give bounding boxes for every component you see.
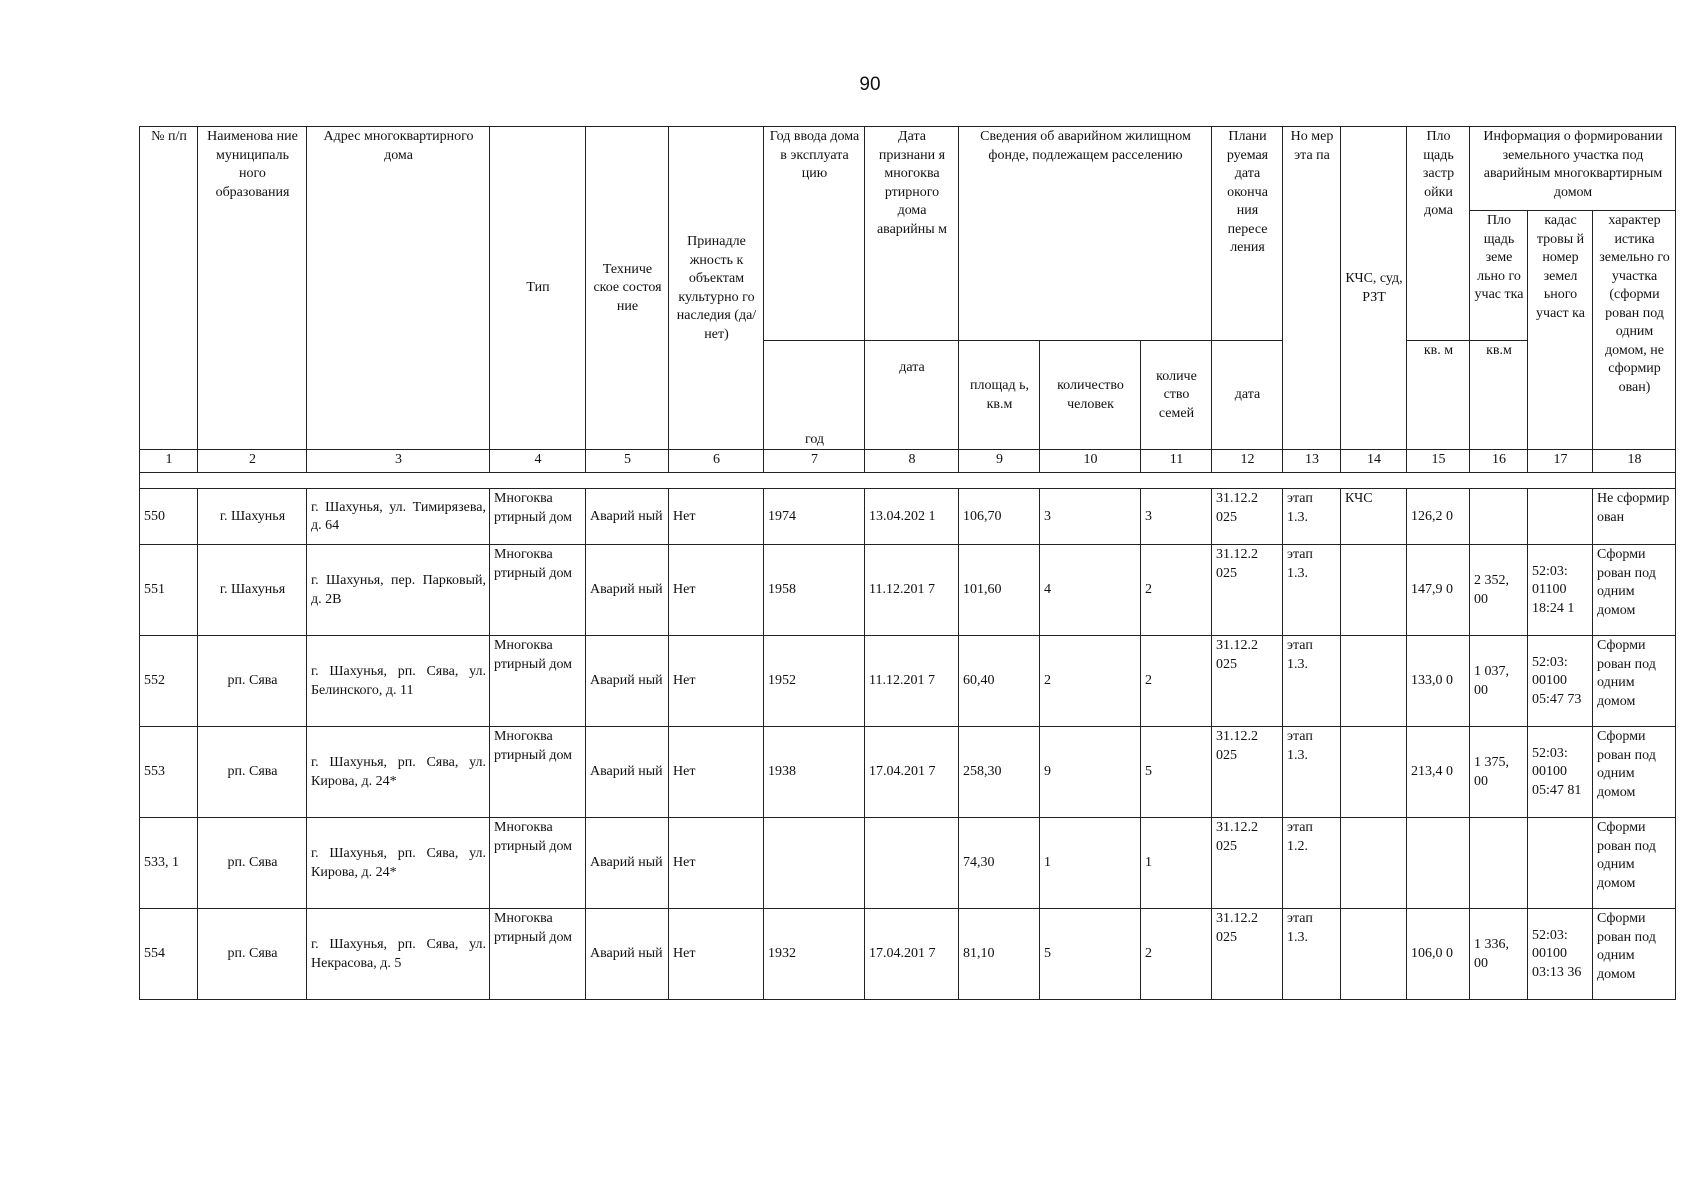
- cell-row-number: 550: [140, 489, 198, 545]
- cell-plot-status: Сформи рован под одним домом: [1593, 818, 1676, 909]
- cell-address: г. Шахунья, пер. Парковый, д. 2В: [307, 545, 490, 636]
- header-col-planned-date: Плани руемая дата оконча ния пересе ления: [1212, 127, 1283, 341]
- column-number: 18: [1593, 450, 1676, 473]
- header-sub-built-unit: кв. м: [1407, 341, 1470, 450]
- cell-planned-date: 31.12.2 025: [1212, 545, 1283, 636]
- cell-municipality: рп. Сява: [198, 636, 307, 727]
- cell-year-built: 1958: [764, 545, 865, 636]
- cell-stage: этап 1.2.: [1283, 818, 1341, 909]
- cell-address: г. Шахунья, рп. Сява, ул. Кирова, д. 24*: [307, 818, 490, 909]
- cell-tech-state: Аварий ный: [586, 909, 669, 1000]
- spacer-row: [140, 473, 1676, 489]
- column-number: 2: [198, 450, 307, 473]
- cell-municipality: рп. Сява: [198, 909, 307, 1000]
- cell-tech-state: Аварий ный: [586, 489, 669, 545]
- cell-resettle-area: 258,30: [959, 727, 1040, 818]
- column-number: 1: [140, 450, 198, 473]
- cell-people-count: 1: [1040, 818, 1141, 909]
- header-col-cadastral: кадас тровы й номер земел ьного участ ка: [1528, 211, 1593, 450]
- column-number-row: [140, 450, 1676, 473]
- cell-year-built: 1974: [764, 489, 865, 545]
- cell-building-type: Многоква ртирный дом: [490, 909, 586, 1000]
- table-row: [140, 818, 1676, 909]
- cell-building-type: Многоква ртирный дом: [490, 636, 586, 727]
- column-number: 9: [959, 450, 1040, 473]
- cell-planned-date: 31.12.2 025: [1212, 636, 1283, 727]
- column-number: 3: [307, 450, 490, 473]
- cell-stage: этап 1.3.: [1283, 909, 1341, 1000]
- cell-building-type: Многоква ртирный дом: [490, 545, 586, 636]
- header-sub-area: площад ь, кв.м: [959, 341, 1040, 450]
- header-sub-date: дата: [865, 341, 959, 450]
- cell-cadastral-number: 52:03: 00100 05:47 73: [1528, 636, 1593, 727]
- cell-municipality: рп. Сява: [198, 727, 307, 818]
- cell-address: г. Шахунья, ул. Тимирязева, д. 64: [307, 489, 490, 545]
- header-group-land-plot: Информация о формировании земельного участка под аварийным многоквартирным домом: [1470, 127, 1676, 211]
- cell-municipality: г. Шахунья: [198, 545, 307, 636]
- column-number: 14: [1341, 450, 1407, 473]
- cell-plot-area: 2 352, 00: [1470, 545, 1528, 636]
- header-col-number: № п/п: [140, 127, 198, 450]
- column-number: 8: [865, 450, 959, 473]
- header-sub-people: количество человек: [1040, 341, 1141, 450]
- cell-year-built: 1938: [764, 727, 865, 818]
- cell-stage: этап 1.3.: [1283, 636, 1341, 727]
- cell-built-area: 147,9 0: [1407, 545, 1470, 636]
- spacer-cell: [140, 473, 1676, 489]
- table-row: [140, 489, 1676, 545]
- cell-plot-status: Сформи рован под одним домом: [1593, 909, 1676, 1000]
- cell-address: г. Шахунья, рп. Сява, ул. Кирова, д. 24*: [307, 727, 490, 818]
- table-body: [140, 450, 1676, 1000]
- cell-people-count: 3: [1040, 489, 1141, 545]
- cell-people-count: 2: [1040, 636, 1141, 727]
- cell-emergency-date: [865, 818, 959, 909]
- cell-heritage: Нет: [669, 489, 764, 545]
- cell-row-number: 551: [140, 545, 198, 636]
- header-col-plot-area: Пло щадь земе льно го учас тка: [1470, 211, 1528, 341]
- cell-plot-status: Сформи рован под одним домом: [1593, 727, 1676, 818]
- column-number: 17: [1528, 450, 1593, 473]
- column-number: 11: [1141, 450, 1212, 473]
- cell-family-count: 2: [1141, 909, 1212, 1000]
- page-number: 90: [859, 74, 881, 95]
- cell-kchs: [1341, 818, 1407, 909]
- cell-cadastral-number: [1528, 818, 1593, 909]
- cell-plot-status: Сформи рован под одним домом: [1593, 636, 1676, 727]
- cell-year-built: 1952: [764, 636, 865, 727]
- cell-planned-date: 31.12.2 025: [1212, 489, 1283, 545]
- header-col-kchs: КЧС, суд, РЗТ: [1341, 127, 1407, 450]
- cell-building-type: Многоква ртирный дом: [490, 489, 586, 545]
- cell-built-area: 126,2 0: [1407, 489, 1470, 545]
- table-row: [140, 636, 1676, 727]
- header-sub-plan-date: дата: [1212, 341, 1283, 450]
- column-number: 12: [1212, 450, 1283, 473]
- cell-heritage: Нет: [669, 545, 764, 636]
- cell-people-count: 5: [1040, 909, 1141, 1000]
- cell-emergency-date: 11.12.201 7: [865, 545, 959, 636]
- cell-cadastral-number: 52:03: 01100 18:24 1: [1528, 545, 1593, 636]
- table-row: [140, 909, 1676, 1000]
- cell-cadastral-number: 52:03: 00100 03:13 36: [1528, 909, 1593, 1000]
- cell-kchs: [1341, 545, 1407, 636]
- cell-resettle-area: 60,40: [959, 636, 1040, 727]
- cell-emergency-date: 17.04.201 7: [865, 909, 959, 1000]
- cell-building-type: Многоква ртирный дом: [490, 727, 586, 818]
- cell-stage: этап 1.3.: [1283, 545, 1341, 636]
- table-row: [140, 727, 1676, 818]
- cell-tech-state: Аварий ный: [586, 818, 669, 909]
- cell-planned-date: 31.12.2 025: [1212, 727, 1283, 818]
- cell-address: г. Шахунья, рп. Сява, ул. Белинского, д. 11: [307, 636, 490, 727]
- cell-plot-area: 1 037, 00: [1470, 636, 1528, 727]
- cell-row-number: 552: [140, 636, 198, 727]
- header-col-heritage: Принадле жность к объектам культурно го наследия (да/нет): [669, 127, 764, 450]
- cell-tech-state: Аварий ный: [586, 727, 669, 818]
- cell-kchs: [1341, 909, 1407, 1000]
- cell-plot-status: Не сформир ован: [1593, 489, 1676, 545]
- column-number: 10: [1040, 450, 1141, 473]
- cell-plot-area: [1470, 489, 1528, 545]
- cell-resettle-area: 101,60: [959, 545, 1040, 636]
- header-col-type: Тип: [490, 127, 586, 450]
- cell-plot-area: 1 375, 00: [1470, 727, 1528, 818]
- header-col-emergency-date: Дата признани я многоква ртирного дома аварийны м: [865, 127, 959, 341]
- column-number: 7: [764, 450, 865, 473]
- column-number: 13: [1283, 450, 1341, 473]
- cell-family-count: 3: [1141, 489, 1212, 545]
- cell-row-number: 553: [140, 727, 198, 818]
- cell-municipality: рп. Сява: [198, 818, 307, 909]
- cell-plot-area: [1470, 818, 1528, 909]
- cell-row-number: 533, 1: [140, 818, 198, 909]
- cell-resettle-area: 74,30: [959, 818, 1040, 909]
- cell-heritage: Нет: [669, 909, 764, 1000]
- cell-people-count: 4: [1040, 545, 1141, 636]
- cell-plot-status: Сформи рован под одним домом: [1593, 545, 1676, 636]
- header-col-plot-status: характер истика земельно го участка (сформи рован под одним домом, не сформир ован): [1593, 211, 1676, 450]
- table-header: [140, 127, 1676, 450]
- cell-year-built: 1932: [764, 909, 865, 1000]
- cell-plot-area: 1 336, 00: [1470, 909, 1528, 1000]
- header-sub-families: количе ство семей: [1141, 341, 1212, 450]
- column-number: 16: [1470, 450, 1528, 473]
- header-col-year: Год ввода дома в эксплуата цию: [764, 127, 865, 341]
- cell-kchs: [1341, 727, 1407, 818]
- cell-cadastral-number: 52:03: 00100 05:47 81: [1528, 727, 1593, 818]
- header-col-tech-state: Техниче ское состоя ние: [586, 127, 669, 450]
- cell-stage: этап 1.3.: [1283, 727, 1341, 818]
- column-number: 4: [490, 450, 586, 473]
- header-col-stage: Но мер эта па: [1283, 127, 1341, 450]
- cell-row-number: 554: [140, 909, 198, 1000]
- header-sub-year: год: [764, 341, 865, 450]
- cell-built-area: 106,0 0: [1407, 909, 1470, 1000]
- cell-kchs: [1341, 636, 1407, 727]
- cell-family-count: 2: [1141, 636, 1212, 727]
- cell-built-area: 213,4 0: [1407, 727, 1470, 818]
- cell-kchs: КЧС: [1341, 489, 1407, 545]
- emergency-housing-table: [139, 126, 1676, 1000]
- cell-resettle-area: 106,70: [959, 489, 1040, 545]
- cell-people-count: 9: [1040, 727, 1141, 818]
- column-number: 5: [586, 450, 669, 473]
- header-group-resettlement: Сведения об аварийном жилищном фонде, подлежащем расселению: [959, 127, 1212, 341]
- cell-year-built: [764, 818, 865, 909]
- cell-tech-state: Аварий ный: [586, 636, 669, 727]
- cell-built-area: 133,0 0: [1407, 636, 1470, 727]
- cell-stage: этап 1.3.: [1283, 489, 1341, 545]
- column-number: 15: [1407, 450, 1470, 473]
- cell-address: г. Шахунья, рп. Сява, ул. Некрасова, д. 5: [307, 909, 490, 1000]
- cell-building-type: Многоква ртирный дом: [490, 818, 586, 909]
- cell-family-count: 2: [1141, 545, 1212, 636]
- cell-emergency-date: 17.04.201 7: [865, 727, 959, 818]
- table-row: [140, 545, 1676, 636]
- cell-municipality: г. Шахунья: [198, 489, 307, 545]
- cell-built-area: [1407, 818, 1470, 909]
- cell-heritage: Нет: [669, 818, 764, 909]
- cell-emergency-date: 13.04.202 1: [865, 489, 959, 545]
- cell-emergency-date: 11.12.201 7: [865, 636, 959, 727]
- cell-heritage: Нет: [669, 636, 764, 727]
- header-col-municipality: Наименова ние муниципаль ного образования: [198, 127, 307, 450]
- column-number: 6: [669, 450, 764, 473]
- cell-heritage: Нет: [669, 727, 764, 818]
- cell-tech-state: Аварий ный: [586, 545, 669, 636]
- cell-resettle-area: 81,10: [959, 909, 1040, 1000]
- cell-family-count: 1: [1141, 818, 1212, 909]
- cell-planned-date: 31.12.2 025: [1212, 818, 1283, 909]
- cell-planned-date: 31.12.2 025: [1212, 909, 1283, 1000]
- header-col-built-area: Пло щадь застр ойки дома: [1407, 127, 1470, 341]
- header-sub-plot-unit: кв.м: [1470, 341, 1528, 450]
- cell-family-count: 5: [1141, 727, 1212, 818]
- header-col-address: Адрес многоквартирного дома: [307, 127, 490, 450]
- cell-cadastral-number: [1528, 489, 1593, 545]
